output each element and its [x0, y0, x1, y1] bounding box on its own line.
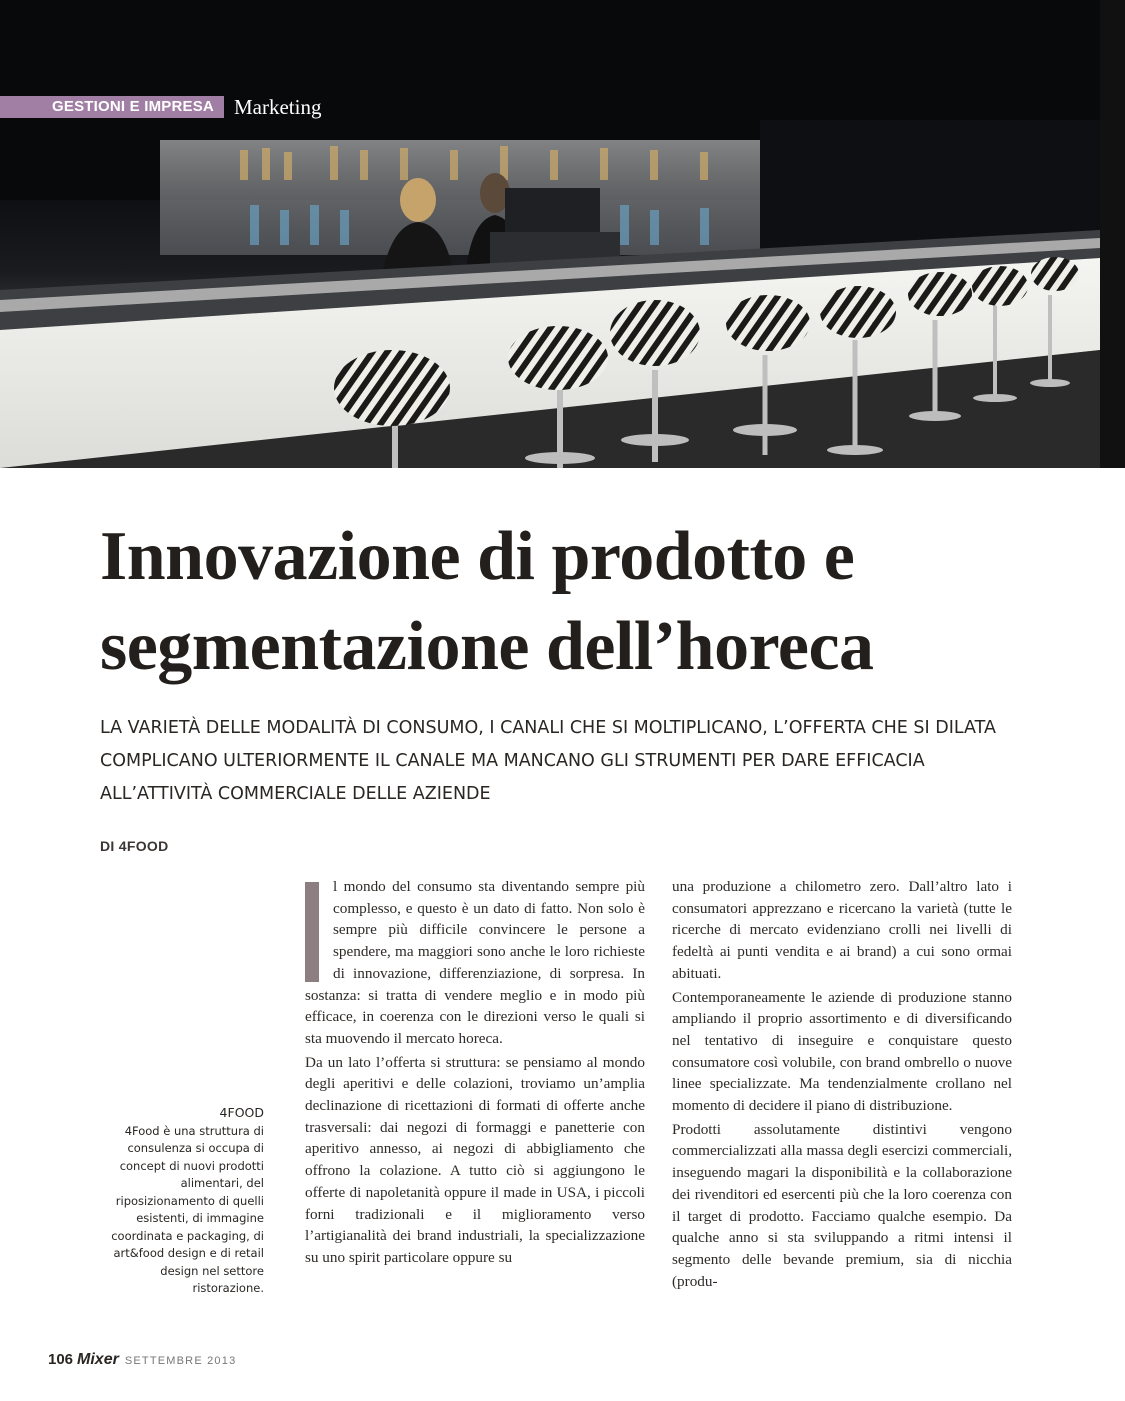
section-header: [0, 94, 321, 120]
article-standfirst: LA VARIETÀ DELLE MODALITÀ DI CONSUMO, I CANALI CHE SI MOLTIPLICANO, L’OFFERTA CHE SI DILATA COMPLICANO ULTERIORMENTE IL CANALE MA MANCANO GLI STRUMENTI PER DARE EFFICACIA ALL’ATTIVITÀ COMMERCIALE DELLE AZIENDE: [100, 718, 996, 804]
page-number: 106: [48, 1351, 74, 1368]
article-column-1: [305, 876, 645, 1271]
sidebar-name: 4FOOD: [219, 1105, 264, 1120]
article-title: Innovazione di prodotto e segmentazione dell’horeca: [100, 518, 874, 685]
page-footer: [48, 1351, 236, 1369]
byline: DI 4FOOD: [100, 838, 169, 854]
subsection-label: Marketing: [233, 94, 322, 119]
bar-scene-illustration: [0, 0, 1125, 468]
section-label: GESTIONI E IMPRESA: [0, 96, 224, 118]
magazine-name: Mixer: [77, 1351, 119, 1368]
issue-date: SETTEMBRE 2013: [124, 1355, 237, 1367]
paragraph: Contemporaneamente le aziende di produzione stanno ampliando il proprio assortimento e di diversificando nel tentativo di inseguire e conquistare questo consumatore così volubile, con brand ombrello o nuove linee specializzate. Ma tendenzialmente crollano nel momento di decidere il piano di distribuzione.: [672, 988, 1012, 1115]
paragraph: l mondo del consumo sta diventando sempre più complesso, e questo è un dato di fatto. Non solo è sempre più difficile convincere le persone a spendere, ma maggiori sono anche le loro richieste di innovazione, differenziazione, di sorpresa. In sostanza: si tratta di vendere meglio e in modo più efficace, in coerenza con le direzioni verso le quali si sta muovendo il mercato horeca.: [305, 878, 645, 1047]
sidebar-text: 4Food è una struttura di consulenza si occupa di concept di nuovi prodotti alimentari, del riposizionamento di quelli esistenti, di immagine coordinata e packaging, di art&food design e di retail design nel settore ristorazione.: [111, 1123, 264, 1295]
author-sidebar: [100, 1104, 264, 1298]
paragraph: Prodotti assolutamente distintivi vengono commercializzati alla massa degli esercizi commerciali, inseguendo magari la disponibilità e la collaborazione dei rivenditori ed esercenti più che la loro coerenza con il target di prodotto. Facciamo qualche esempio. Da qualche anno si sta sviluppando a ritmi intensi il segmento delle bevande premium, sia di nicchia (produ-: [672, 1120, 1012, 1290]
paragraph: Da un lato l’offerta si struttura: se pensiamo al mondo degli aperitivi e delle colazioni, troviamo un’amplia declinazione di ricettazioni di formati di offerte anche trasversali: dai negozi di formaggi e panetterie con aperitivo annesso, ai negozi di abbigliamento che offrono la colazione. A tutto ciò si aggiungono le offerte di napoletanità oppure il made in USA, i piccoli forni tradizionali e il miglioramento verso l’artigianalità dei brand industriali, la specializzazione su uno spirit particolare oppure su: [305, 1053, 645, 1266]
drop-cap: [305, 882, 319, 982]
article-column-2: [672, 876, 1012, 1294]
hero-image: [0, 0, 1125, 468]
paragraph: una produzione a chilometro zero. Dall’altro lato i consumatori apprezzano e ricercano la varietà (tutte le ricerche di mercato evidenziano crolli nei livelli di fedeltà ai punti vendita e ai brand) a cui sono ormai abituati.: [672, 878, 1012, 982]
